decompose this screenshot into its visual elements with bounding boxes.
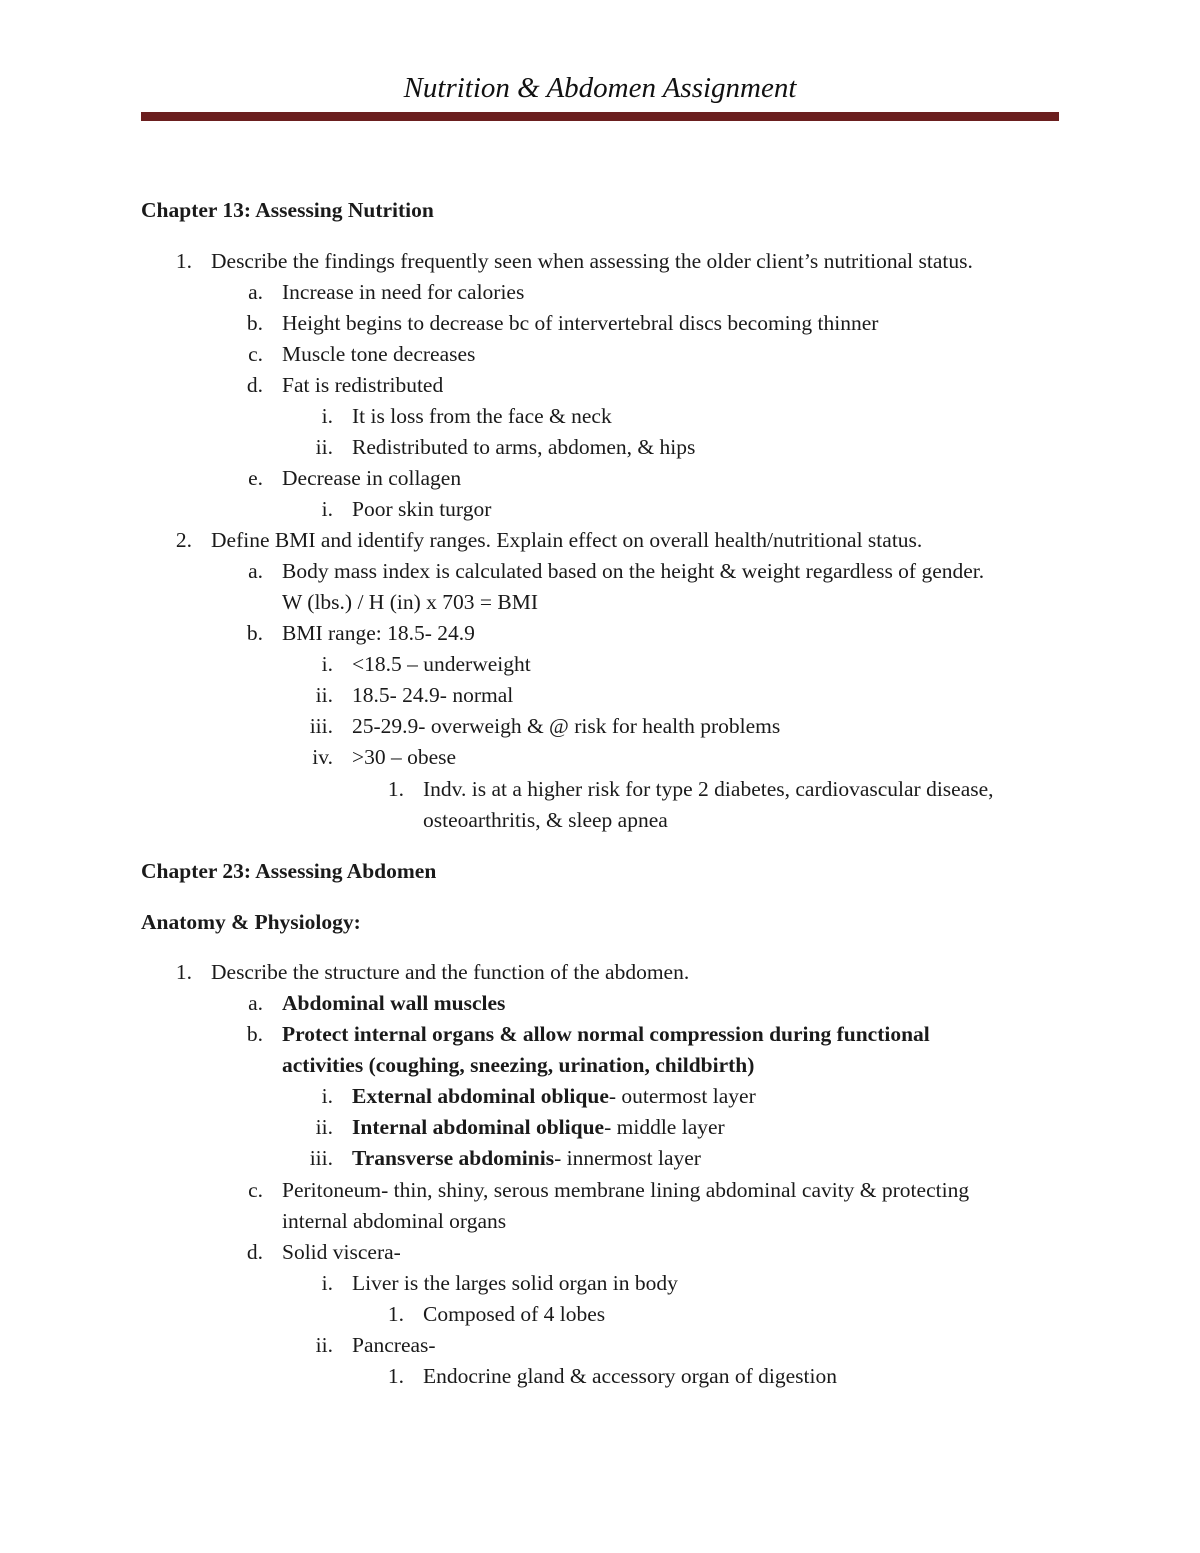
list-marker: 2. <box>175 528 192 552</box>
list-item <box>352 1112 725 1143</box>
list-marker: ii. <box>315 1333 333 1357</box>
question-text: Describe the structure and the function of the abdomen. <box>211 960 690 984</box>
list-marker: iii. <box>309 1146 333 1170</box>
list-item: Increase in need for calories <box>282 280 525 304</box>
list-marker: a. <box>248 991 263 1015</box>
list-item: Decrease in collagen <box>282 466 462 490</box>
list-item-continuation: W (lbs.) / H (in) x 703 = BMI <box>282 590 538 614</box>
list-item: Endocrine gland & accessory organ of digestion <box>423 1364 837 1388</box>
section-subheading: Anatomy & Physiology: <box>141 910 361 934</box>
list-marker: d. <box>246 1240 263 1264</box>
list-item: 25-29.9- overweigh & @ risk for health problems <box>352 714 781 738</box>
muscle-name: Transverse abdominis <box>352 1146 555 1170</box>
list-item: <18.5 – underweight <box>352 652 531 676</box>
list-marker: i. <box>321 404 333 428</box>
chapter-23-heading: Chapter 23: Assessing Abdomen <box>141 859 437 883</box>
list-marker: b. <box>246 1022 263 1046</box>
list-marker: i. <box>321 1271 333 1295</box>
list-item: Redistributed to arms, abdomen, & hips <box>352 435 696 459</box>
list-item: Pancreas- <box>352 1333 436 1357</box>
list-item: Muscle tone decreases <box>282 342 476 366</box>
list-marker: ii. <box>315 435 333 459</box>
list-marker: 1. <box>387 1364 404 1388</box>
list-item <box>352 1081 756 1112</box>
list-item-continuation: internal abdominal organs <box>282 1209 507 1233</box>
chapter-13-heading: Chapter 13: Assessing Nutrition <box>141 198 434 222</box>
muscle-description: - outermost layer <box>608 1084 756 1108</box>
list-item: BMI range: 18.5- 24.9 <box>282 621 475 645</box>
list-marker: c. <box>248 342 263 366</box>
list-marker: iv. <box>312 745 333 769</box>
list-item: Body mass index is calculated based on the height & weight regardless of gender. <box>282 559 985 583</box>
list-marker: 1. <box>387 777 404 801</box>
list-item: 18.5- 24.9- normal <box>352 683 514 707</box>
muscle-name: External abdominal oblique <box>352 1084 609 1108</box>
list-item: Peritoneum- thin, shiny, serous membrane lining abdominal cavity & protecting <box>282 1178 970 1202</box>
list-item: Indv. is at a higher risk for type 2 diabetes, cardiovascular disease, <box>423 777 994 801</box>
muscle-description: - innermost layer <box>554 1146 701 1170</box>
list-item: Protect internal organs & allow normal compression during functional <box>282 1022 930 1046</box>
list-marker: i. <box>321 1084 333 1108</box>
list-item-continuation: osteoarthritis, & sleep apnea <box>423 808 668 832</box>
list-marker: a. <box>248 280 263 304</box>
list-marker: i. <box>321 497 333 521</box>
list-item <box>352 1143 701 1174</box>
list-item: Liver is the larges solid organ in body <box>352 1271 678 1295</box>
list-item: >30 – obese <box>352 745 457 769</box>
muscle-name: Internal abdominal oblique <box>352 1115 605 1139</box>
title-divider <box>141 112 1059 121</box>
list-marker: ii. <box>315 1115 333 1139</box>
list-marker: e. <box>248 466 263 490</box>
page-title: Nutrition & Abdomen Assignment <box>403 72 797 104</box>
muscle-description: - middle layer <box>604 1115 725 1139</box>
list-item: Height begins to decrease bc of intervertebral discs becoming thinner <box>282 311 879 335</box>
list-marker: b. <box>246 311 263 335</box>
list-marker: 1. <box>175 249 192 273</box>
list-marker: i. <box>321 652 333 676</box>
list-item: Poor skin turgor <box>352 497 492 521</box>
list-item: It is loss from the face & neck <box>352 404 612 428</box>
list-item: Fat is redistributed <box>282 373 444 397</box>
list-marker: 1. <box>175 960 192 984</box>
list-marker: b. <box>246 621 263 645</box>
list-item: Composed of 4 lobes <box>423 1302 606 1326</box>
list-marker: d. <box>246 373 263 397</box>
question-text: Define BMI and identify ranges. Explain effect on overall health/nutritional status. <box>211 528 923 552</box>
list-marker: iii. <box>309 714 333 738</box>
list-marker: c. <box>248 1178 263 1202</box>
list-item-continuation: activities (coughing, sneezing, urination, childbirth) <box>282 1053 755 1077</box>
question-text: Describe the findings frequently seen when assessing the older client’s nutritional status. <box>211 249 973 273</box>
list-marker: a. <box>248 559 263 583</box>
list-marker: 1. <box>387 1302 404 1326</box>
list-item: Solid viscera- <box>282 1240 401 1264</box>
list-marker: ii. <box>315 683 333 707</box>
list-item: Abdominal wall muscles <box>282 991 506 1015</box>
